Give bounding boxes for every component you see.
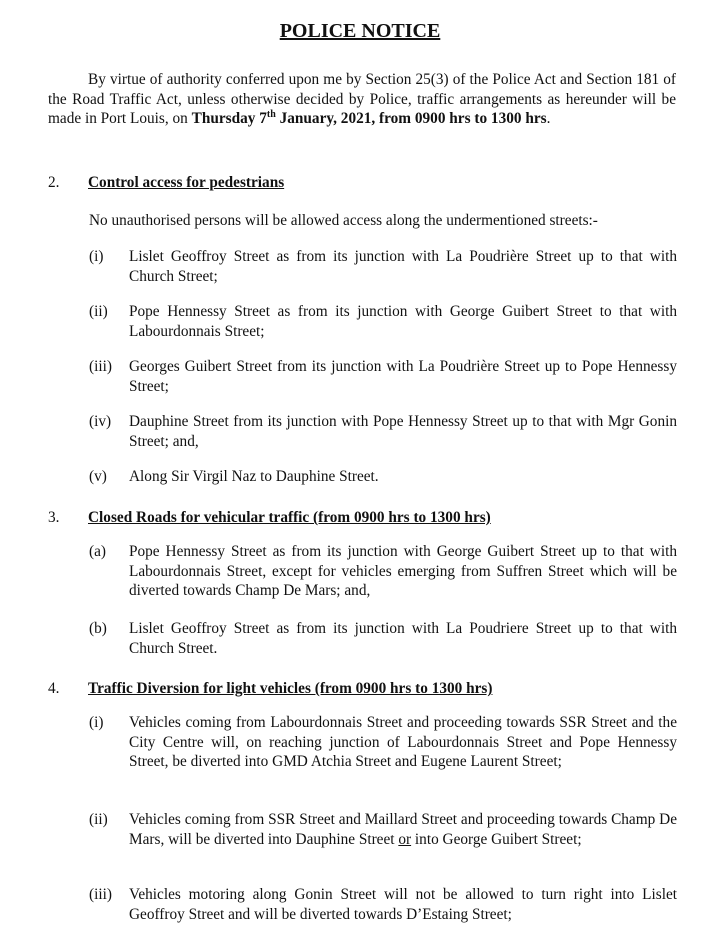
intro-paragraph: By virtue of authority conferred upon me by Section 25(3) of the Police Act and Section 181 of the Road Traffic Act, unless otherwise decided by Police, traffic arrangements as hereunder will be made in Port Louis, on Thursday 7th January, 2021, from 0900 hrs to 1300 hrs. <box>48 71 676 127</box>
police-notice-page: POLICE NOTICE By virtue of authority conferred upon me by Section 25(3) of the Police Act and Section 181 of the Road Traffic Act, unless otherwise decided by Police, traffic arrangements as hereunder will be made in Port Louis, on Thursday 7th January, 2021, from 0900 hrs to 1300 hrs. 2. Control access for pedestrians No unauthorised persons will be allowed access along the undermentioned streets:- (i) Lislet Geoffroy Street as from its junction with La Poudrière Street up to that with Church Street; (ii) Pope Hennessy Street as from its junction with George Guibert Street to that with Labourdonnais Street; (iii) Georges Guibert Street from its junction with La Poudrière Street up to Pope Hennessy Street; (iv) Dauphine Street from its junction with Pope Hennessy Street up to that with Mgr Gonin Street; and, (v) Along Sir Virgil Naz to Dauphine Street. 3. Closed Roads for vehicular traffic (from 0900 hrs to 1300 hrs) (a) Pope Hennessy Street as from its junction with George Guibert Street up to that with Labourdonnais Street, except for vehicles emerging from Suffren Street which will be diverted towards Champ De Mars; and, (b) Lislet Geoffroy Street as from its junction with La Poudriere Street up to that with Church Street. 4. Traffic Diversion for light vehicles (from 0900 hrs to 1300 hrs) (i) Vehicles coming from Labourdonnais Street and proceeding towards SSR Street and the City Centre will, on reaching junction of Labourdonnais Street and Pope Hennessy Street, be diverted into GMD Atchia Street and Eugene Laurent Street; (ii) Vehicles coming from SSR Street and Maillard Street and proceeding towards Champ De Mars, will be diverted into Dauphine Street or into George Guibert Street; (iii) Vehicles motoring along Gonin Street will not be allowed to turn right into Lislet Geoffroy Street and will be diverted towards D’Estaing Street; <box>0 0 720 942</box>
section-number: 2. <box>48 174 60 191</box>
section-2-heading <box>48 173 676 193</box>
intro-date: Thursday 7th January, 2021, from 0900 hrs to 1300 hrs <box>191 108 547 127</box>
section-3-heading <box>48 508 676 528</box>
section-number: 4. <box>48 680 60 697</box>
section-title: Control access for pedestrians <box>88 174 285 191</box>
section-2-lead: No unauthorised persons will be allowed access along the undermentioned streets:- <box>89 212 598 229</box>
section-number: 3. <box>48 509 60 526</box>
page-title: POLICE NOTICE <box>279 20 441 42</box>
section-title: Closed Roads for vehicular traffic (from 0900 hrs to 1300 hrs) <box>88 509 491 526</box>
section-4-heading <box>48 679 676 699</box>
section-title: Traffic Diversion for light vehicles (from 0900 hrs to 1300 hrs) <box>88 680 493 697</box>
